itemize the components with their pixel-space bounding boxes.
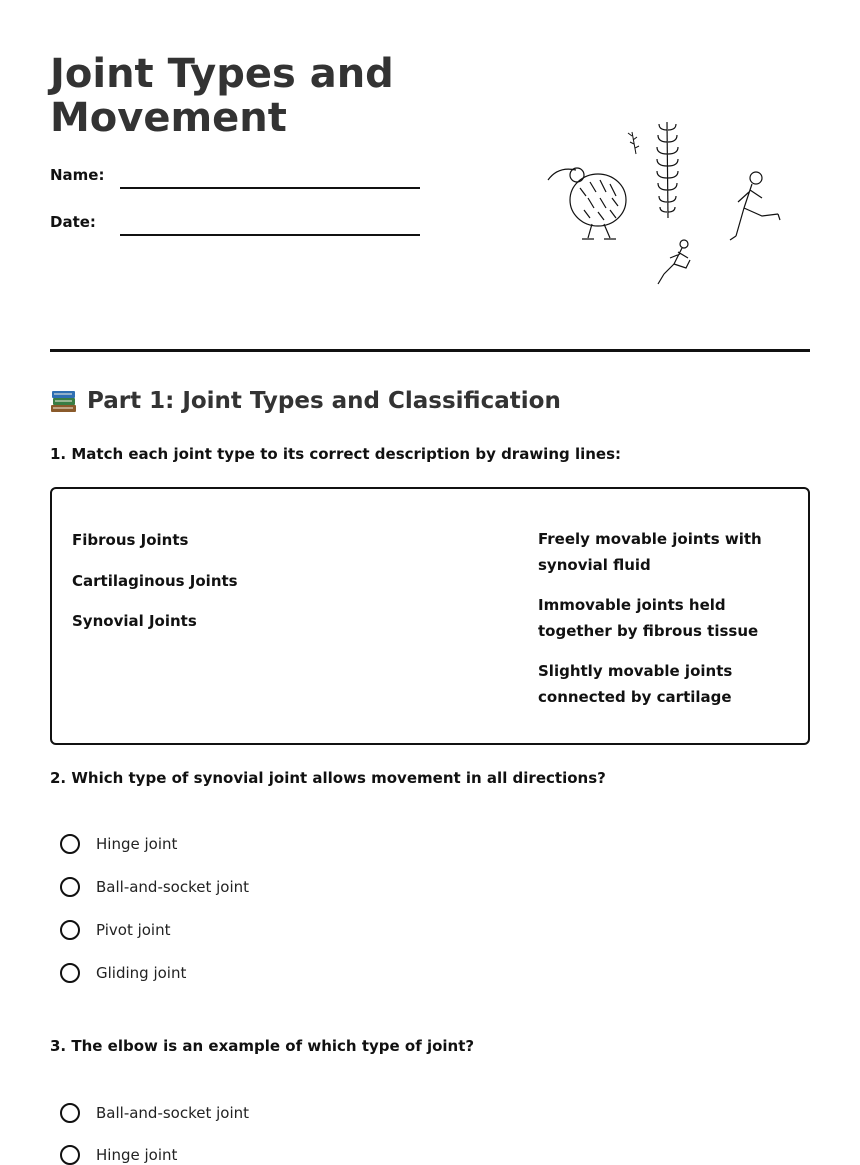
option-label: Hinge joint <box>96 1146 178 1164</box>
part1-heading-text: Part 1: Joint Types and Classification <box>87 388 561 414</box>
option-label: Gliding joint <box>96 964 187 982</box>
fern-icon <box>657 122 678 218</box>
option-label: Ball-and-socket joint <box>96 878 250 896</box>
name-label: Name: <box>50 166 105 184</box>
match-term: Cartilaginous Joints <box>72 572 238 590</box>
match-description: Slightly movable joints connected by cartilage <box>538 662 733 706</box>
jumping-person-icon <box>658 240 690 284</box>
q2-option-pivot[interactable] <box>60 920 171 940</box>
question-1: 1. Match each joint type to its correct description by drawing lines: <box>50 445 622 463</box>
match-term: Fibrous Joints <box>72 531 189 549</box>
header-divider <box>50 349 810 352</box>
radio-button[interactable] <box>60 877 80 897</box>
question-2: 2. Which type of synovial joint allows movement in all directions? <box>50 769 606 787</box>
part1-heading <box>50 388 561 414</box>
match-term: Synovial Joints <box>72 612 197 630</box>
date-field[interactable] <box>120 234 420 236</box>
q3-option-hinge[interactable] <box>60 1145 177 1165</box>
q2-option-hinge[interactable] <box>60 834 177 854</box>
match-description: Immovable joints held together by fibrous tissue <box>538 596 759 640</box>
date-label: Date: <box>50 213 96 231</box>
radio-button[interactable] <box>60 920 80 940</box>
match-description: Freely movable joints with synovial fluid <box>538 530 762 574</box>
kiwi-bird-icon <box>548 168 626 239</box>
q3-option-ball-and-socket[interactable] <box>60 1103 249 1123</box>
q2-option-gliding[interactable] <box>60 963 186 983</box>
radio-button[interactable] <box>60 834 80 854</box>
option-label: Pivot joint <box>96 921 171 939</box>
radio-button[interactable] <box>60 963 80 983</box>
name-field[interactable] <box>120 187 420 189</box>
option-label: Hinge joint <box>96 835 178 853</box>
radio-button[interactable] <box>60 1103 80 1123</box>
option-label: Ball-and-socket joint <box>96 1104 250 1122</box>
books-icon <box>50 388 77 414</box>
small-sprig-icon <box>628 132 639 154</box>
radio-button[interactable] <box>60 1145 80 1165</box>
header-illustration <box>540 118 790 290</box>
running-person-icon <box>730 172 780 240</box>
q2-option-ball-and-socket[interactable] <box>60 877 249 897</box>
worksheet-title: Joint Types and Movement <box>50 51 394 141</box>
question-3: 3. The elbow is an example of which type of joint? <box>50 1037 475 1055</box>
matching-box <box>50 487 810 745</box>
